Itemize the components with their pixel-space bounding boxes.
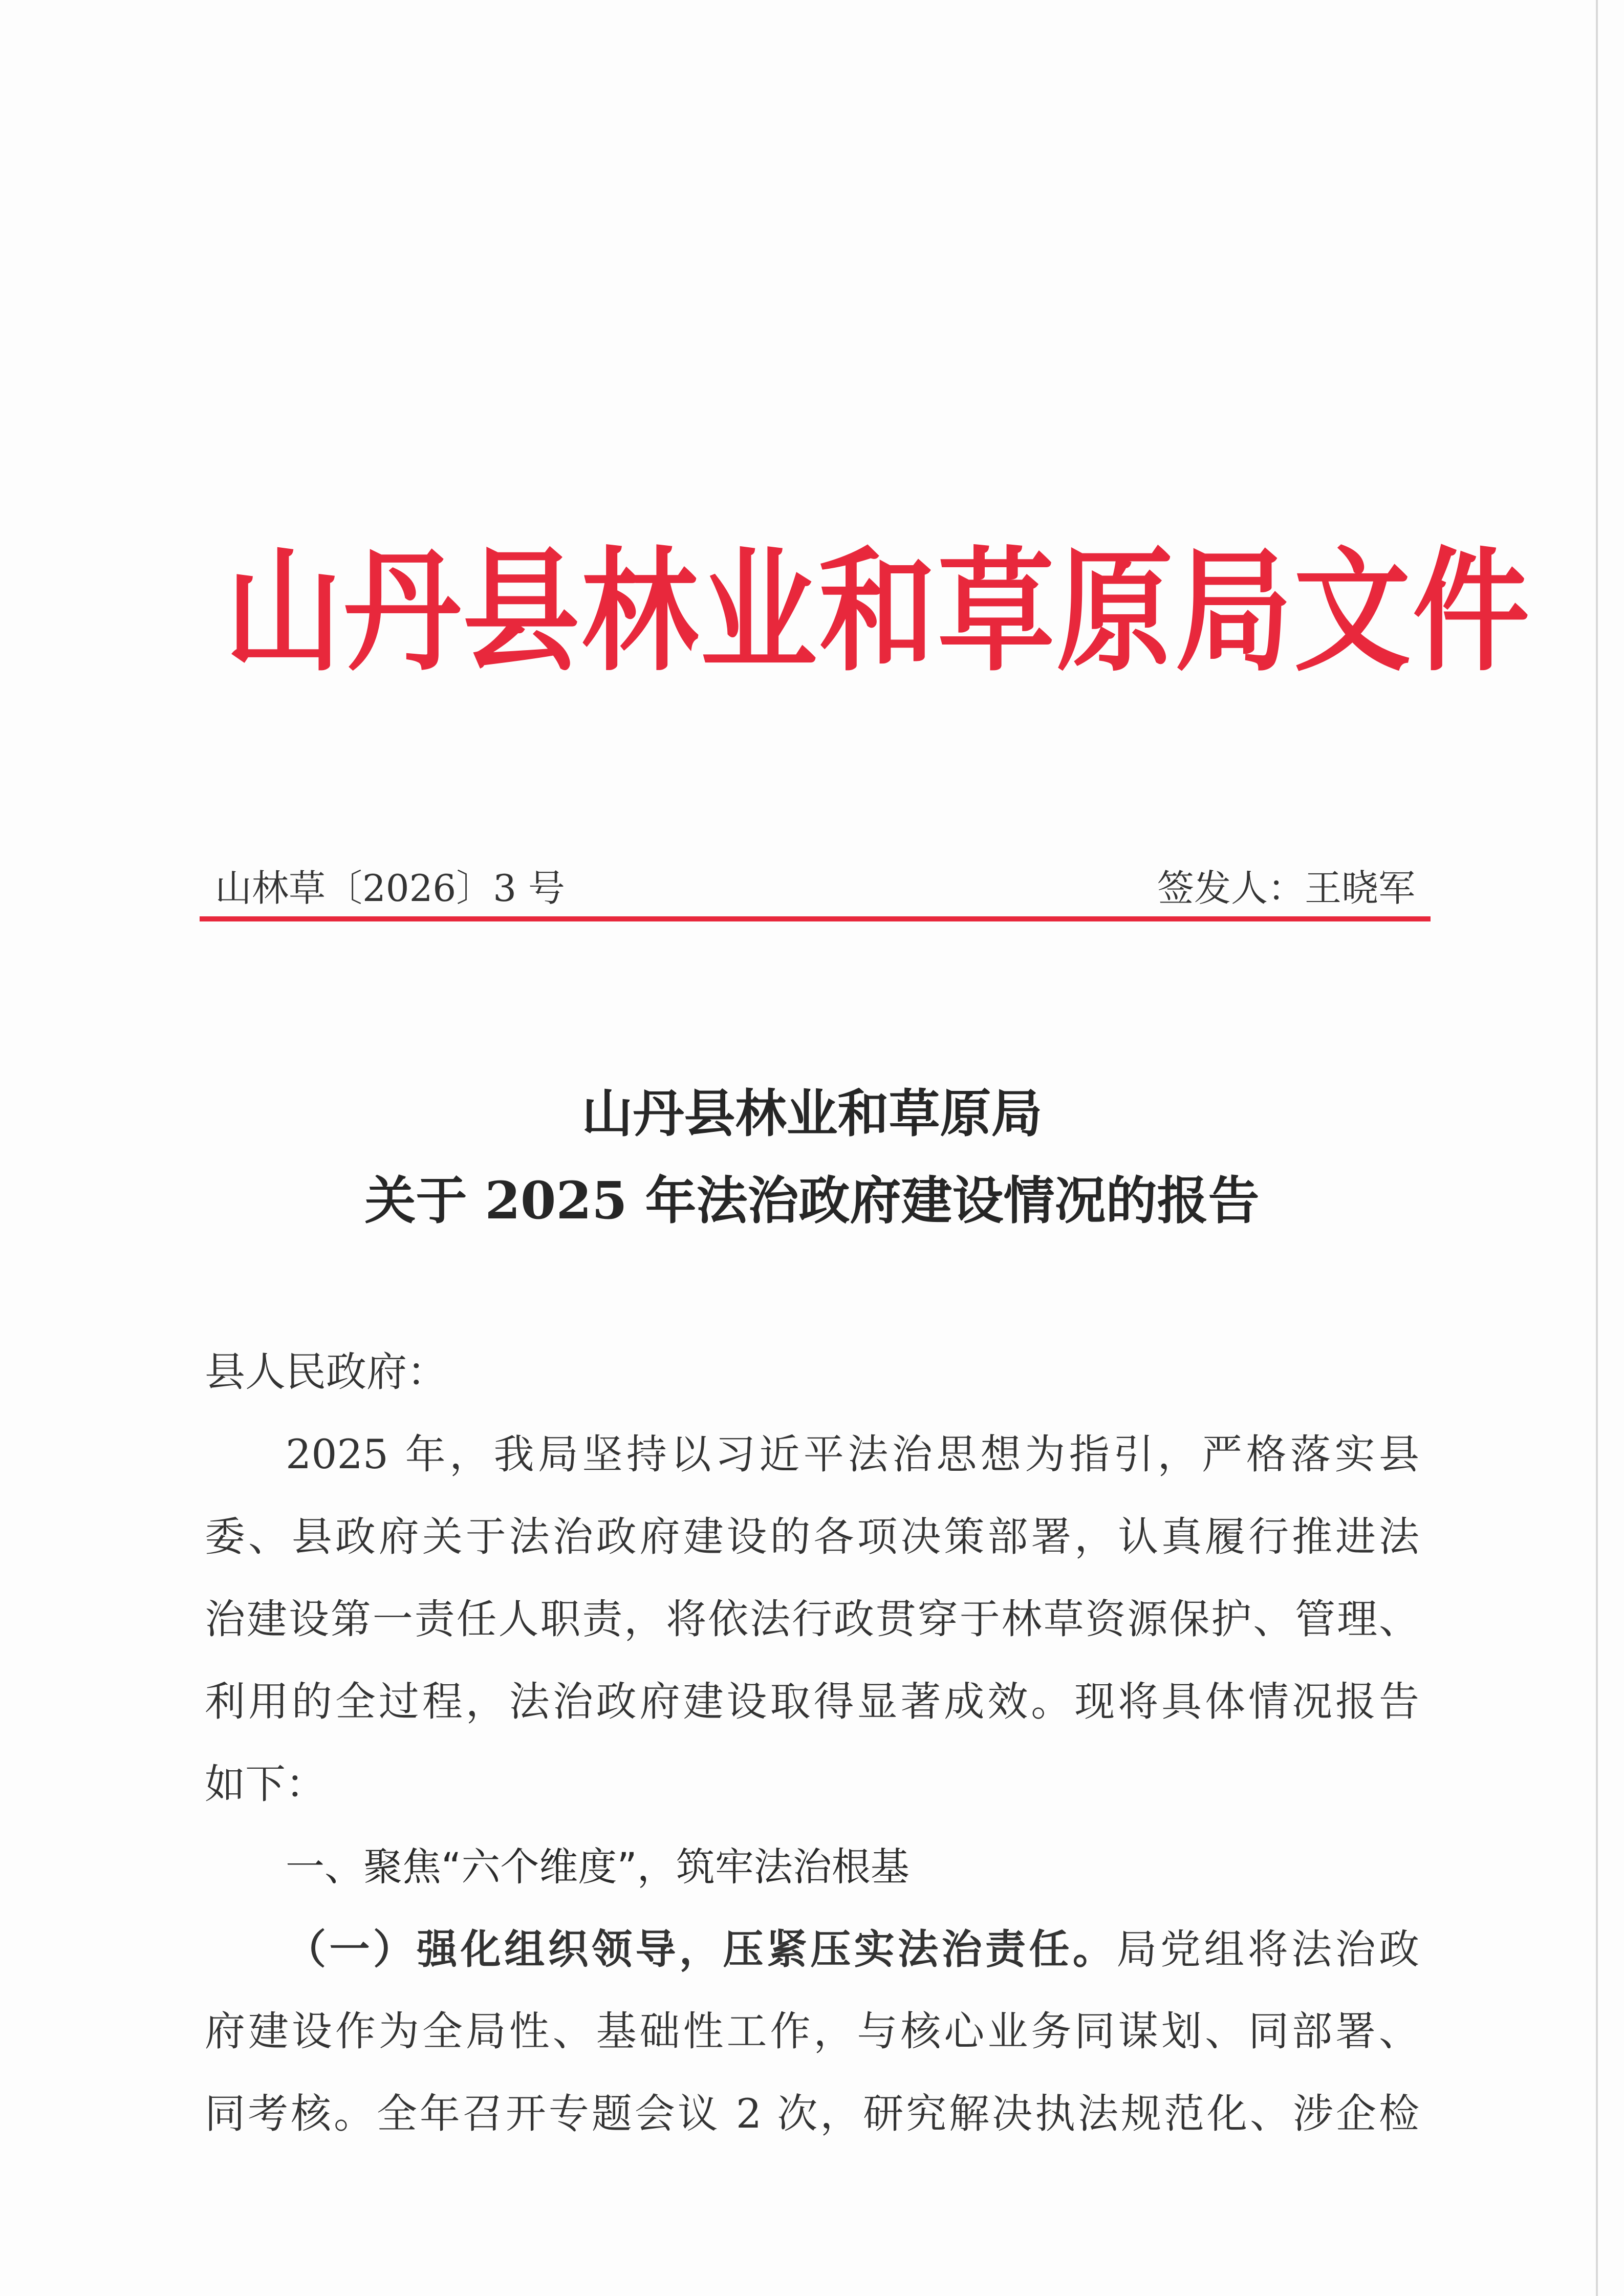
intro-line: 委、县政府关于法治政府建设的各项决策部署，认真履行推进法	[205, 1513, 1419, 1560]
subsection-line-text: 局党组将法治政	[1116, 1926, 1420, 1973]
report-title-line-2: 关于 2025 年法治政府建设情况的报告	[364, 1170, 1260, 1231]
subsection-line: 府建设作为全局性、基础性工作，与核心业务同谋划、同部署、	[205, 2008, 1419, 2055]
document-number: 山林草〔2026〕3 号	[215, 867, 565, 910]
intro-line: 治建设第一责任人职责，将依法行政贯穿于林草资源保护、管理、	[205, 1596, 1419, 1643]
red-separator-line	[200, 916, 1431, 921]
subsection-first-line	[205, 1908, 1419, 1990]
subsection-lead: （一）强化组织领导，压紧压实法治责任。	[286, 1925, 1117, 1973]
signer: 签发人：王晓军	[1157, 867, 1415, 910]
salutation: 县人民政府：	[205, 1348, 447, 1396]
scan-edge-line	[1596, 0, 1598, 2296]
intro-line: 利用的全过程，法治政府建设取得显著成效。现将具体情况报告	[205, 1678, 1419, 1725]
document-masthead: 山丹县林业和草原局文件	[225, 534, 1531, 690]
intro-line: 2025 年，我局坚持以习近平法治思想为指引，严格落实县	[286, 1431, 1419, 1478]
report-title-line-1: 山丹县林业和草原局	[581, 1083, 1043, 1144]
section-heading: 一、聚焦“六个维度”，筑牢法治根基	[286, 1844, 910, 1890]
intro-line: 如下：	[205, 1761, 326, 1808]
subsection-line: 同考核。全年召开专题会议 2 次，研究解决执法规范化、涉企检	[205, 2090, 1419, 2137]
report-body	[205, 1331, 1419, 2155]
